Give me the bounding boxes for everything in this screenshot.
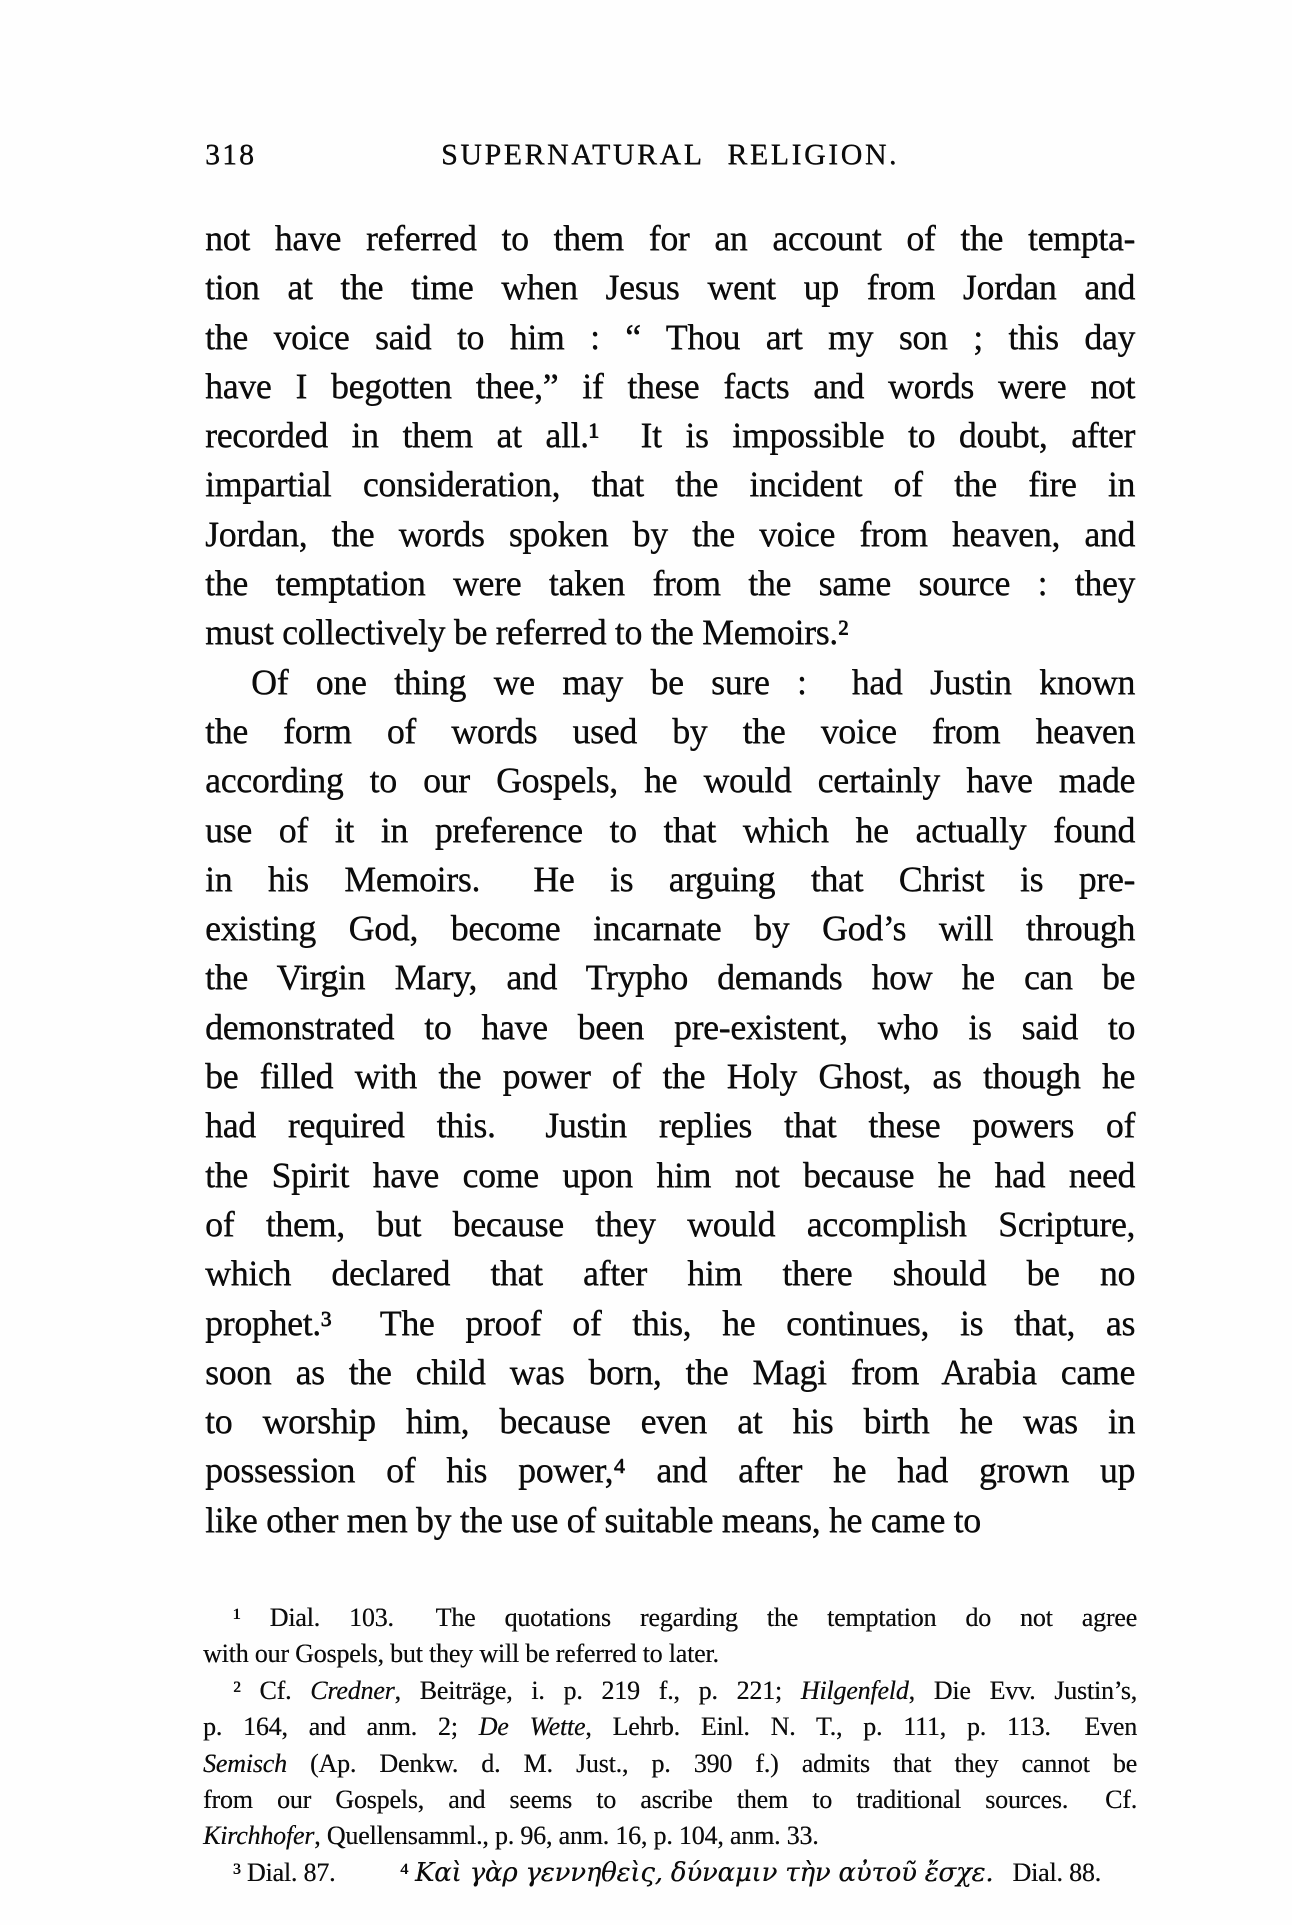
- body-line: the Spirit have come upon him not because he had need: [205, 1154, 1135, 1195]
- body-line: in his Memoirs. He is arguing that Christ is pre-: [205, 858, 1135, 899]
- footnote-segment: Credner: [310, 1675, 395, 1705]
- body-line: the Virgin Mary, and Trypho demands how he can be: [205, 957, 1135, 998]
- body-line: existing God, become incarnate by God’s will through: [205, 908, 1135, 949]
- footnote-line: [203, 1782, 1137, 1818]
- body-text: [205, 214, 1135, 1545]
- body-line: prophet.³ The proof of this, he continues, is that, as: [205, 1302, 1135, 1343]
- body-line: impartial consideration, that the incident of the fire in: [205, 464, 1135, 505]
- footnote-line: [203, 1746, 1137, 1782]
- footnote-segment: Hilgenfeld: [800, 1675, 909, 1705]
- footnote-segment: Semisch: [203, 1748, 287, 1778]
- body-line: the voice said to him : “ Thou art my son ; this day: [205, 316, 1135, 357]
- running-title: SUPERNATURAL RELIGION.: [441, 138, 899, 171]
- footnote-segment: ¹ Dial. 103. The quotations regarding the temptation do not agree: [233, 1603, 1137, 1632]
- body-line: have I begotten thee,” if these facts and words were not: [205, 365, 1135, 406]
- body-line: had required this. Justin replies that these powers of: [205, 1105, 1135, 1146]
- footnote-line: [203, 1855, 1137, 1891]
- body-line: possession of his power,⁴ and after he had grown up: [205, 1450, 1135, 1491]
- page-number: 318: [205, 138, 256, 171]
- footnote-segment: , Quellensamml., p. 96, anm. 16, p. 104, anm. 33.: [314, 1821, 819, 1851]
- footnote-line: [203, 1818, 1137, 1854]
- body-line: demonstrated to have been pre-existent, who is said to: [205, 1006, 1135, 1047]
- footnote-segment: , Die Evv. Justin’s,: [908, 1675, 1137, 1705]
- footnote-segment: p. 164, and anm. 2;: [203, 1712, 479, 1742]
- footnotes: [203, 1600, 1137, 1891]
- footnote-segment: with our Gospels, but they will be referred to later.: [203, 1639, 719, 1669]
- footnote-segment: from our Gospels, and seems to ascribe them to traditional sources. Cf.: [203, 1784, 1137, 1814]
- body-line: tion at the time when Jesus went up from Jordan and: [205, 267, 1135, 308]
- body-line: Of one thing we may be sure : had Justin known: [251, 661, 1135, 702]
- body-line: Jordan, the words spoken by the voice from heaven, and: [205, 513, 1135, 554]
- running-head: [205, 134, 1135, 176]
- footnote-segment: (Ap. Denkw. d. M. Just., p. 390 f.) admits that they cannot be: [286, 1748, 1137, 1778]
- body-line: the form of words used by the voice from heaven: [205, 710, 1135, 751]
- body-line: to worship him, because even at his birth he was in: [205, 1401, 1135, 1442]
- footnote-segment: ³ Dial. 87.: [233, 1857, 400, 1887]
- footnote-segment: ² Cf.: [233, 1675, 311, 1705]
- body-line: recorded in them at all.¹ It is impossible to doubt, after: [205, 415, 1135, 456]
- body-line: soon as the child was born, the Magi from Arabia came: [205, 1351, 1135, 1392]
- footnote-segment: ⁴: [399, 1857, 415, 1887]
- footnote-segment: Καὶ γὰρ γεννηθεὶς, δύναμιν τὴν αὐτοῦ ἔσχε.: [414, 1857, 994, 1888]
- footnote-line: [203, 1600, 1137, 1636]
- body-line: not have referred to them for an account of the tempta-: [205, 218, 1135, 258]
- body-line: like other men by the use of suitable means, he came to: [205, 1499, 981, 1540]
- footnote-segment: Kirchhofer: [203, 1821, 315, 1851]
- footnote-segment: , Beiträge, i. p. 219 f., p. 221;: [394, 1675, 801, 1705]
- body-line: of them, but because they would accomplish Scripture,: [205, 1203, 1135, 1244]
- body-line: use of it in preference to that which he actually found: [205, 809, 1135, 850]
- body-line: the temptation were taken from the same source : they: [205, 563, 1135, 604]
- footnote-segment: De Wette: [478, 1712, 586, 1742]
- footnote-segment: Dial. 88.: [993, 1857, 1101, 1887]
- body-line: according to our Gospels, he would certainly have made: [205, 760, 1135, 801]
- footnote-segment: , Lehrb. Einl. N. T., p. 111, p. 113. Even: [585, 1712, 1137, 1742]
- footnote-line: [203, 1709, 1137, 1745]
- body-line: must collectively be referred to the Memoirs.²: [205, 612, 849, 653]
- body-line: be filled with the power of the Holy Ghost, as though he: [205, 1056, 1135, 1097]
- footnote-line: [203, 1636, 1137, 1672]
- body-line: which declared that after him there should be no: [205, 1253, 1135, 1294]
- footnote-line: [203, 1673, 1137, 1709]
